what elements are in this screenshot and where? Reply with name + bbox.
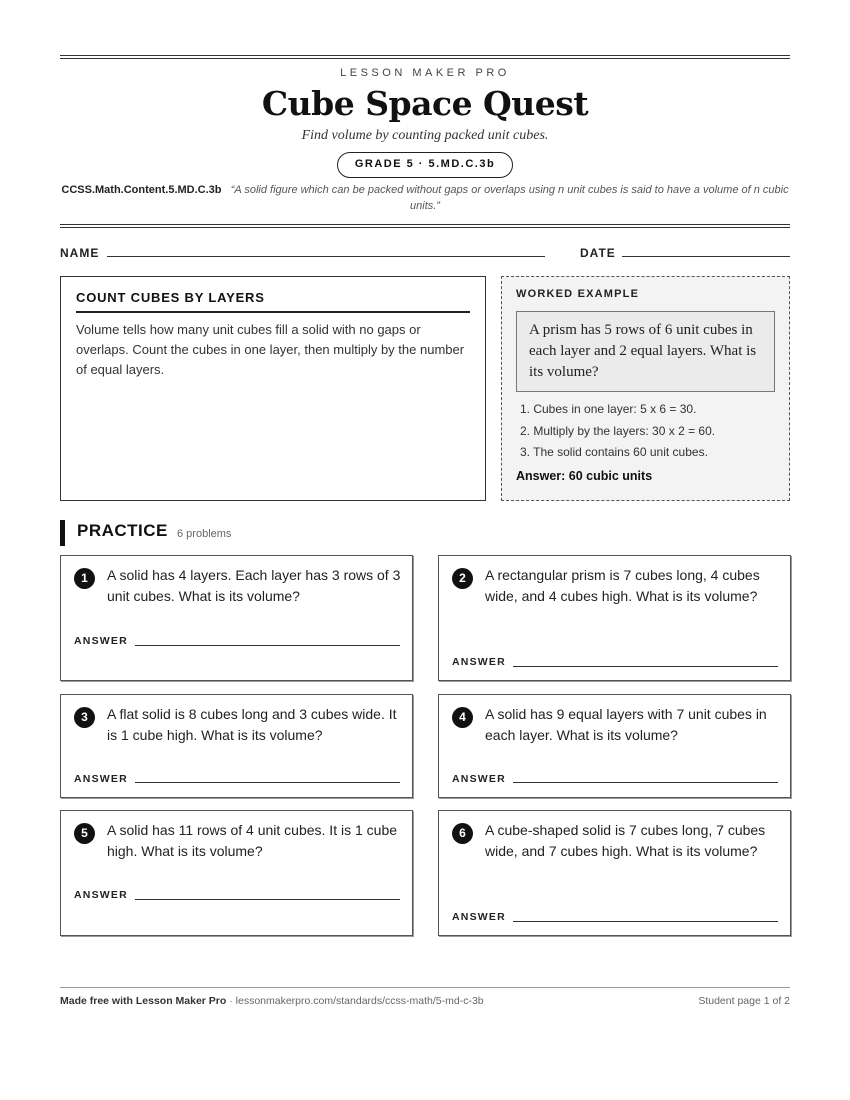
problem-number-badge: 6 (452, 823, 473, 844)
footer-rule (60, 987, 790, 988)
problem-number-badge: 2 (452, 568, 473, 589)
problem-text: A flat solid is 8 cubes long and 3 cubes wide. It is 1 cube high. What is its volume? (107, 706, 397, 743)
problem-card-3 (60, 694, 413, 798)
problem-card-5 (60, 810, 413, 936)
answer-field-6[interactable] (513, 921, 778, 922)
problem-text: A rectangular prism is 7 cubes long, 4 cubes wide, and 4 cubes high. What is its volume? (485, 567, 760, 604)
worked-step: 2. Multiply by the layers: 30 x 2 = 60. (520, 423, 716, 438)
brand-name: LESSON MAKER PRO (340, 67, 510, 79)
answer-label: ANSWER (452, 773, 506, 785)
answer-label: ANSWER (452, 911, 506, 923)
name-label: NAME (60, 246, 100, 260)
answer-field-4[interactable] (513, 782, 778, 783)
standard-code: CCSS.Math.Content.5.MD.C.3b (61, 184, 222, 196)
answer-label: ANSWER (74, 773, 128, 785)
problem-number-badge: 1 (74, 568, 95, 589)
concept-body: Volume tells how many unit cubes fill a solid with no gaps or overlaps. Count the cubes in one layer, then multiply by the number of equal layers. (76, 322, 465, 377)
worksheet-title: Cube Space Quest (261, 84, 589, 123)
problem-number-badge: 4 (452, 707, 473, 728)
answer-field-1[interactable] (135, 645, 400, 646)
concept-box (60, 276, 486, 501)
worked-example-answer: Answer: 60 cubic units (516, 468, 653, 483)
answer-label: ANSWER (74, 635, 128, 647)
worked-example-steps (520, 399, 775, 464)
header-bottom-rule (60, 224, 790, 228)
answer-field-3[interactable] (135, 782, 400, 783)
worked-step: 1. Cubes in one layer: 5 x 6 = 30. (520, 402, 697, 416)
problem-text: A solid has 11 rows of 4 unit cubes. It is 1 cube high. What is its volume? (107, 822, 398, 859)
grade-badge: GRADE 5 · 5.MD.C.3b (337, 152, 513, 178)
concept-title: COUNT CUBES BY LAYERS (76, 290, 470, 313)
worksheet-subtitle: Find volume by counting packed unit cubes. (301, 128, 549, 143)
worked-example-label: WORKED EXAMPLE (516, 288, 640, 300)
problem-card-1 (60, 555, 413, 681)
problem-card-4 (438, 694, 791, 798)
problem-number-badge: 3 (74, 707, 95, 728)
footer-made-with: Made free with Lesson Maker Pro (60, 995, 227, 1007)
problem-text: A solid has 4 layers. Each layer has 3 rows of 3 unit cubes. What is its volume? (107, 567, 401, 604)
answer-label: ANSWER (74, 889, 128, 901)
footer-url[interactable]: · lessonmakerpro.com/standards/ccss-math/5-md-c-3b (226, 995, 484, 1007)
header-top-rule (60, 55, 790, 59)
answer-field-5[interactable] (135, 899, 400, 900)
problem-text: A solid has 9 equal layers with 7 unit cubes in each layer. What is its volume? (485, 706, 767, 743)
standard-statement (60, 182, 790, 214)
answer-field-2[interactable] (513, 666, 778, 667)
worked-step: 3. The solid contains 60 unit cubes. (520, 445, 708, 459)
problem-text: A cube-shaped solid is 7 cubes long, 7 cubes wide, and 7 cubes high. What is its volume? (485, 822, 766, 859)
problem-card-6 (438, 810, 791, 936)
worked-example-box (501, 276, 790, 501)
footer-page-number: Student page 1 of 2 (698, 995, 790, 1007)
date-field[interactable] (622, 256, 790, 257)
date-label: DATE (580, 246, 616, 260)
practice-count: 6 problems (177, 528, 232, 540)
problem-number-badge: 5 (74, 823, 95, 844)
problem-card-2 (438, 555, 791, 681)
worked-example-problem: A prism has 5 rows of 6 unit cubes in each layer and 2 equal layers. What is its volume? (516, 311, 775, 392)
answer-label: ANSWER (452, 656, 506, 668)
name-field[interactable] (107, 256, 545, 257)
footer-credit (60, 995, 484, 1007)
practice-accent-bar (60, 520, 65, 546)
standard-quote: “A solid figure which can be packed without gaps or overlaps using n unit cubes is said to have a volume of n cubic units.” (230, 184, 789, 212)
practice-heading: PRACTICE (77, 521, 168, 540)
